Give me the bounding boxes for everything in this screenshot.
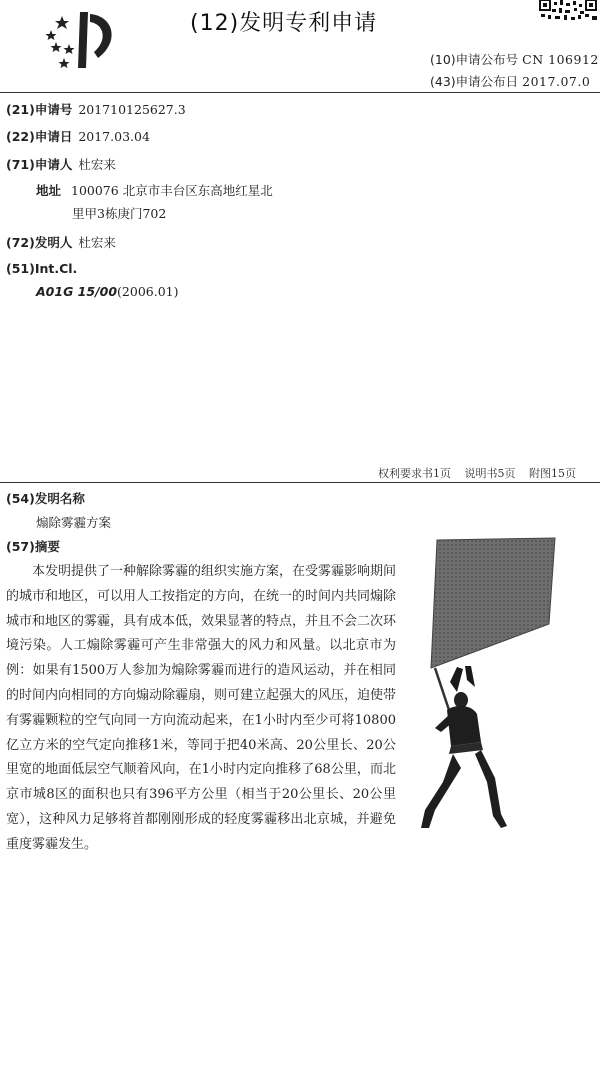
ipc-code: A01G 15/00 xyxy=(36,284,118,299)
invention-name-label: (54)发明名称 xyxy=(6,491,85,506)
application-number xyxy=(6,100,186,118)
person-figure xyxy=(421,666,507,828)
applicant-value: 杜宏来 xyxy=(78,157,116,172)
publication-number-value: CN 106912 xyxy=(522,52,599,67)
inventor-value: 杜宏来 xyxy=(78,235,116,250)
page-counts xyxy=(378,465,586,481)
invention-name: 煽除雾霾方案 xyxy=(36,515,112,530)
header-divider xyxy=(0,92,600,93)
section-divider xyxy=(0,482,600,483)
int-cl-label: (51)Int.Cl. xyxy=(6,261,78,276)
address-line-1 xyxy=(36,181,273,199)
description-pages: 说明书5页 xyxy=(464,467,516,480)
ipc-date: (2006.01) xyxy=(117,284,179,299)
address-label: 地址 xyxy=(36,183,62,198)
address-line-2: 里甲3栋庚门702 xyxy=(72,206,167,221)
applicant-label: (71)申请人 xyxy=(6,157,73,172)
ipc-classification xyxy=(36,284,179,299)
filing-date-value: 2017.03.04 xyxy=(78,129,150,144)
publication-date-label: (43)申请公布日 xyxy=(430,74,519,89)
publication-number xyxy=(430,50,599,68)
address-value-1: 100076 北京市丰台区东高地红星北 xyxy=(71,183,273,198)
publication-date-value: 2017.07.0 xyxy=(522,74,591,89)
patent-office-logo xyxy=(42,8,122,70)
inventor-label: (72)发明人 xyxy=(6,235,73,250)
qr-code-icon xyxy=(538,0,600,22)
filing-date-label: (22)申请日 xyxy=(6,129,73,144)
abstract-figure xyxy=(395,532,575,832)
filing-date xyxy=(6,127,150,145)
int-cl xyxy=(6,261,77,276)
abstract-text: 本发明提供了一种解除雾霾的组织实施方案，在受雾霾影响期间的城市和地区，可以用人工按指定的方向，在统一的时间内共同煽除城市和地区的雾霾，具有成本低，效果显著的特点，并且不会二次环境污染。人工煽除雾霾可产生非常强大的风力和风量。以北京市为例：如果有1500万人参加为煽除雾霾而进行的造风运动，并在相同的时间内向相同的方向煽动除霾扇，则可建立起强大的风压，迫使带有雾霾颗粒的空气向同一方向流动起来，在1小时内至少可将10800亿立方米的空气定向推移1米，等同于把40米高、20公里长、20公里宽的地面低层空气顺着风向，在1小时内定向推移了68公里，而北京市城8区的面积也只有396平方公里（相当于20公里长、20公里宽），这种风力足够将首都刚刚形成的轻度雾霾移出北京城，并避免重度雾霾发生。 xyxy=(6,564,397,852)
publication-date xyxy=(430,72,590,90)
document-title: (12)发明专利申请 xyxy=(190,11,378,36)
application-number-value: 201710125627.3 xyxy=(78,102,186,117)
abstract-body xyxy=(6,560,396,858)
application-number-label: (21)申请号 xyxy=(6,102,73,117)
publication-number-label: (10)申请公布号 xyxy=(430,52,519,67)
inventor xyxy=(6,233,116,251)
abstract-label: (57)摘要 xyxy=(6,539,60,554)
fan-cloth xyxy=(431,538,555,668)
drawings-pages: 附图15页 xyxy=(529,467,576,480)
claims-pages: 权利要求书1页 xyxy=(378,467,451,480)
applicant xyxy=(6,155,116,173)
